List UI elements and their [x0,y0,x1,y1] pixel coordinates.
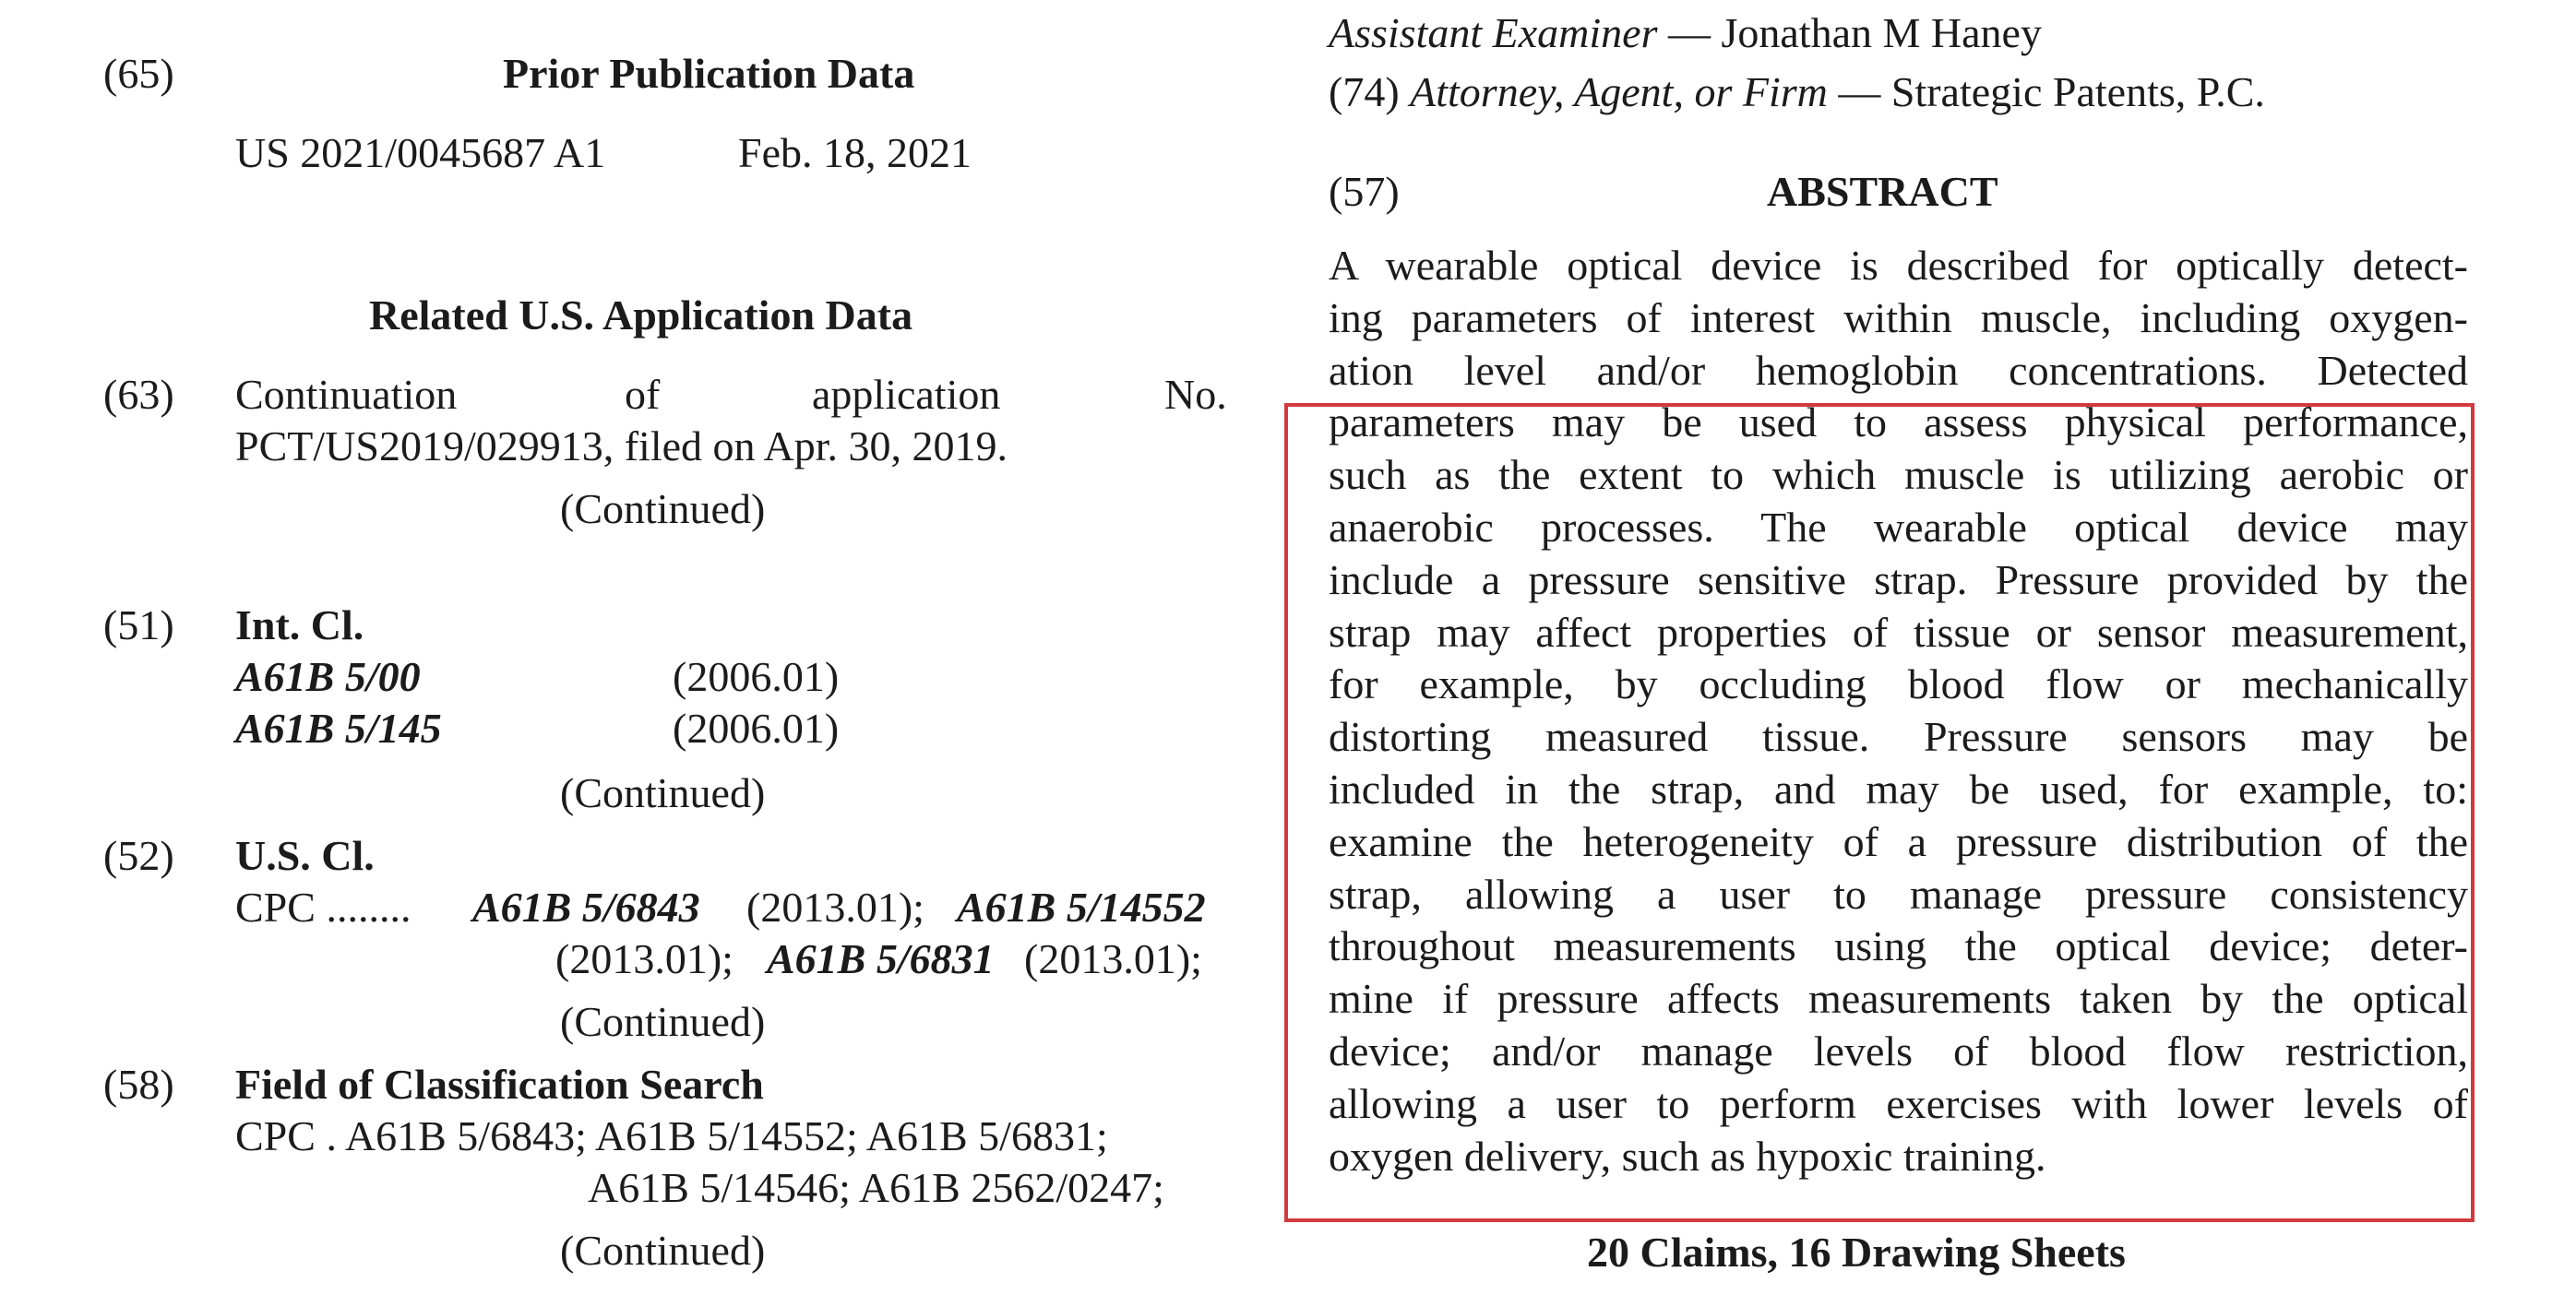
abstract-line: mine if pressure affects measurements taken by the optical [1329,975,2468,1023]
us-cl-class: A61B 5/6831 [767,935,995,982]
continued-note: (Continued) [560,485,766,532]
abstract-line: ing parameters of interest within muscle, including oxygen- [1329,293,2468,341]
abstract-line: examine the heterogeneity of a pressure distribution of the [1329,817,2468,865]
continuation-word: application [812,371,1001,418]
int-cl-version: (2006.01) [673,653,840,700]
continuation-word: Continuation [235,371,458,418]
field-code-58: (58) [103,1061,174,1108]
attorney-label: Attorney, Agent, or Firm [1410,68,1828,115]
field-code-52: (52) [103,832,174,879]
abstract-line: distorting measured tissue. Pressure sensors may be [1329,713,2468,761]
highlight-box [1284,403,2475,1222]
abstract-line: strap, allowing a user to manage pressure consistency [1329,870,2468,918]
us-cl-version: (2013.01); [1024,935,1202,982]
prior-publication-number: US 2021/0045687 A1 [235,129,606,176]
assistant-examiner-line [1329,7,2042,59]
int-cl-class: A61B 5/145 [235,705,442,752]
field-code-63: (63) [103,371,174,418]
abstract-line: include a pressure sensitive strap. Pressure provided by the [1329,555,2468,603]
continuation-application-number: PCT/US2019/029913, filed on Apr. 30, 2019. [235,422,1008,469]
continued-note: (Continued) [560,998,766,1045]
abstract-line: device; and/or manage levels of blood flow restriction, [1329,1028,2468,1075]
prior-publication-date: Feb. 18, 2021 [738,129,972,176]
continued-note: (Continued) [560,1227,766,1274]
claims-summary: 20 Claims, 16 Drawing Sheets [1587,1229,2126,1276]
us-cl-version: (2013.01); [555,935,733,982]
continued-note: (Continued) [560,769,766,816]
abstract-line: ation level and/or hemoglobin concentrations. Detected [1329,346,2468,394]
us-cl-heading: U.S. Cl. [235,832,375,879]
field-search-line: CPC . A61B 5/6843; A61B 5/14552; A61B 5/6831; [235,1112,1108,1159]
abstract-line: for example, by occluding blood flow or mechanically [1329,660,2468,708]
continuation-word: No. [1164,371,1227,418]
continuation-word: of [625,371,661,418]
abstract-heading: ABSTRACT [1767,168,1998,215]
field-code-57: (57) [1329,168,1400,215]
us-cl-class: A61B 5/14552 [957,884,1206,931]
prior-publication-heading: Prior Publication Data [503,50,915,97]
abstract-line: included in the strap, and may be used, for example, to: [1329,766,2468,813]
field-code-74: (74) [1329,68,1400,115]
abstract-line: anaerobic processes. The wearable optical device may [1329,504,2468,551]
related-application-heading: Related U.S. Application Data [369,291,913,339]
abstract-line: throughout measurements using the optical device; deter- [1329,922,2468,970]
field-search-line: A61B 5/14546; A61B 2562/0247; [588,1164,1164,1211]
us-cl-version: (2013.01); [746,884,924,931]
attorney-line [1329,66,2265,118]
attorney-name: — Strategic Patents, P.C. [1838,68,2265,115]
int-cl-class: A61B 5/00 [235,653,421,700]
abstract-line: strap may affect properties of tissue or sensor measurement, [1329,608,2468,656]
abstract-line: A wearable optical device is described for optically detect- [1329,242,2468,289]
abstract-line: oxygen delivery, such as hypoxic training. [1329,1132,2046,1180]
abstract-line: allowing a user to perform exercises with lower levels of [1329,1079,2468,1127]
abstract-line: such as the extent to which muscle is utilizing aerobic or [1329,451,2468,499]
int-cl-heading: Int. Cl. [235,601,364,648]
field-search-heading: Field of Classification Search [235,1061,764,1108]
field-code-51: (51) [103,601,174,648]
assistant-examiner-name: — Jonathan M Haney [1667,9,2042,56]
int-cl-version: (2006.01) [673,705,840,752]
abstract-line: parameters may be used to assess physical performance, [1329,398,2468,446]
field-code-65: (65) [103,50,174,97]
assistant-examiner-label: Assistant Examiner [1329,9,1658,56]
us-cl-class: A61B 5/6843 [472,884,700,931]
cpc-label: CPC ........ [235,884,411,931]
